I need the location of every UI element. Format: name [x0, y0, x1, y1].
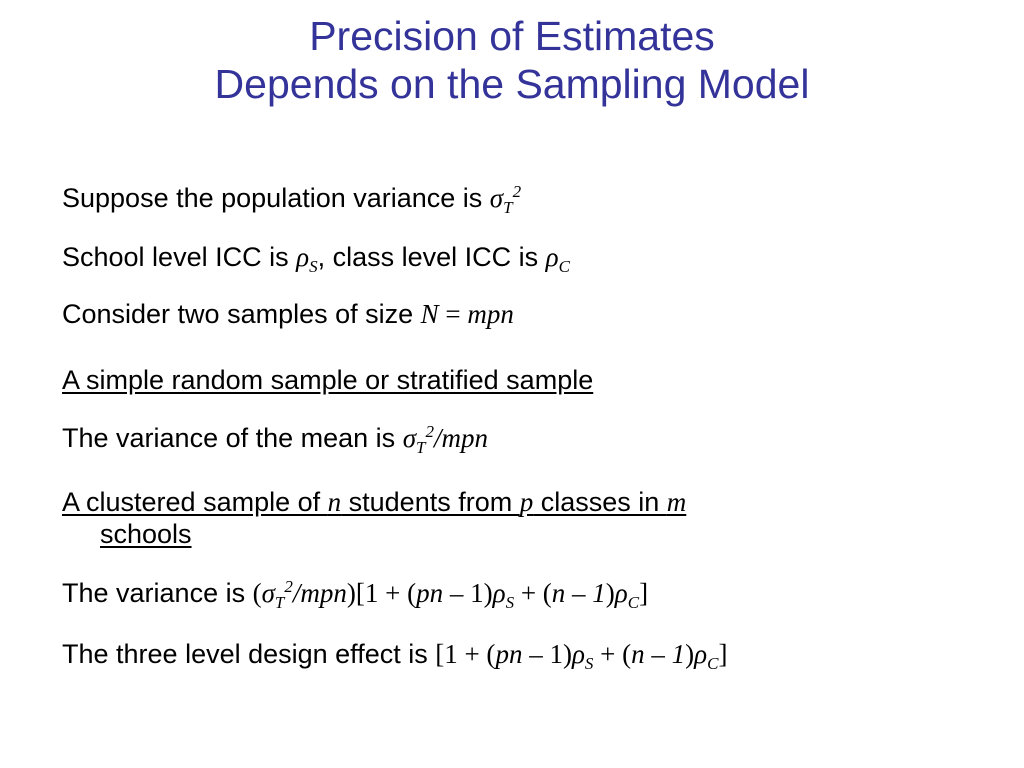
title-line-2: Depends on the Sampling Model — [214, 61, 810, 107]
math-srs-variance: $\sigma_T^2$/mpn — [402, 422, 488, 457]
line-population-variance: Suppose the population variance is $\sigma_T^2$ — [62, 182, 522, 217]
title-line-1: Precision of Estimates — [309, 13, 715, 59]
math-clustered-variance: $(\sigma_T^2/mpn)[1 + (pn - 1)\rho_S + (n - 1)\rho_C]$ — [252, 577, 649, 612]
line-icc: School level ICC is $\rho_S$, class level ICC is $\rho_C$ — [62, 242, 570, 276]
line-clustered-variance: The variance is $(\sigma_T^2/mpn)[1 + (pn - 1)\rho_S + (n - 1)\rho_C]$ — [62, 577, 649, 612]
math-design-effect: $[1 + (pn - 1)\rho_S + (n - 1)\rho_C]$ — [435, 639, 728, 673]
line-variance-of-mean: The variance of the mean is $\sigma_T^2$/mpn — [62, 422, 488, 457]
math-p: p — [519, 487, 534, 517]
line-sample-size: Consider two samples of size N = mpn — [62, 299, 514, 329]
slide-title — [0, 12, 1024, 108]
heading-simple-random-sample: A simple random sample or stratified sample — [62, 365, 594, 395]
math-rho-s: $\rho_S$ — [296, 242, 318, 276]
math-rho-c: $\rho_C$ — [545, 242, 570, 276]
heading-clustered-sample-cont: schools — [100, 519, 192, 549]
math-n-equals-mpn: N = mpn — [420, 299, 514, 329]
math-n: n — [327, 487, 342, 517]
math-m: m — [666, 487, 687, 517]
heading-clustered-sample: A clustered sample of n students from p classes in m — [62, 487, 687, 517]
line-design-effect: The three level design effect is $[1 + (pn - 1)\rho_S + (n - 1)\rho_C]$ — [62, 639, 728, 673]
math-sigma-t-squared: $\sigma_T^2$ — [489, 182, 522, 217]
